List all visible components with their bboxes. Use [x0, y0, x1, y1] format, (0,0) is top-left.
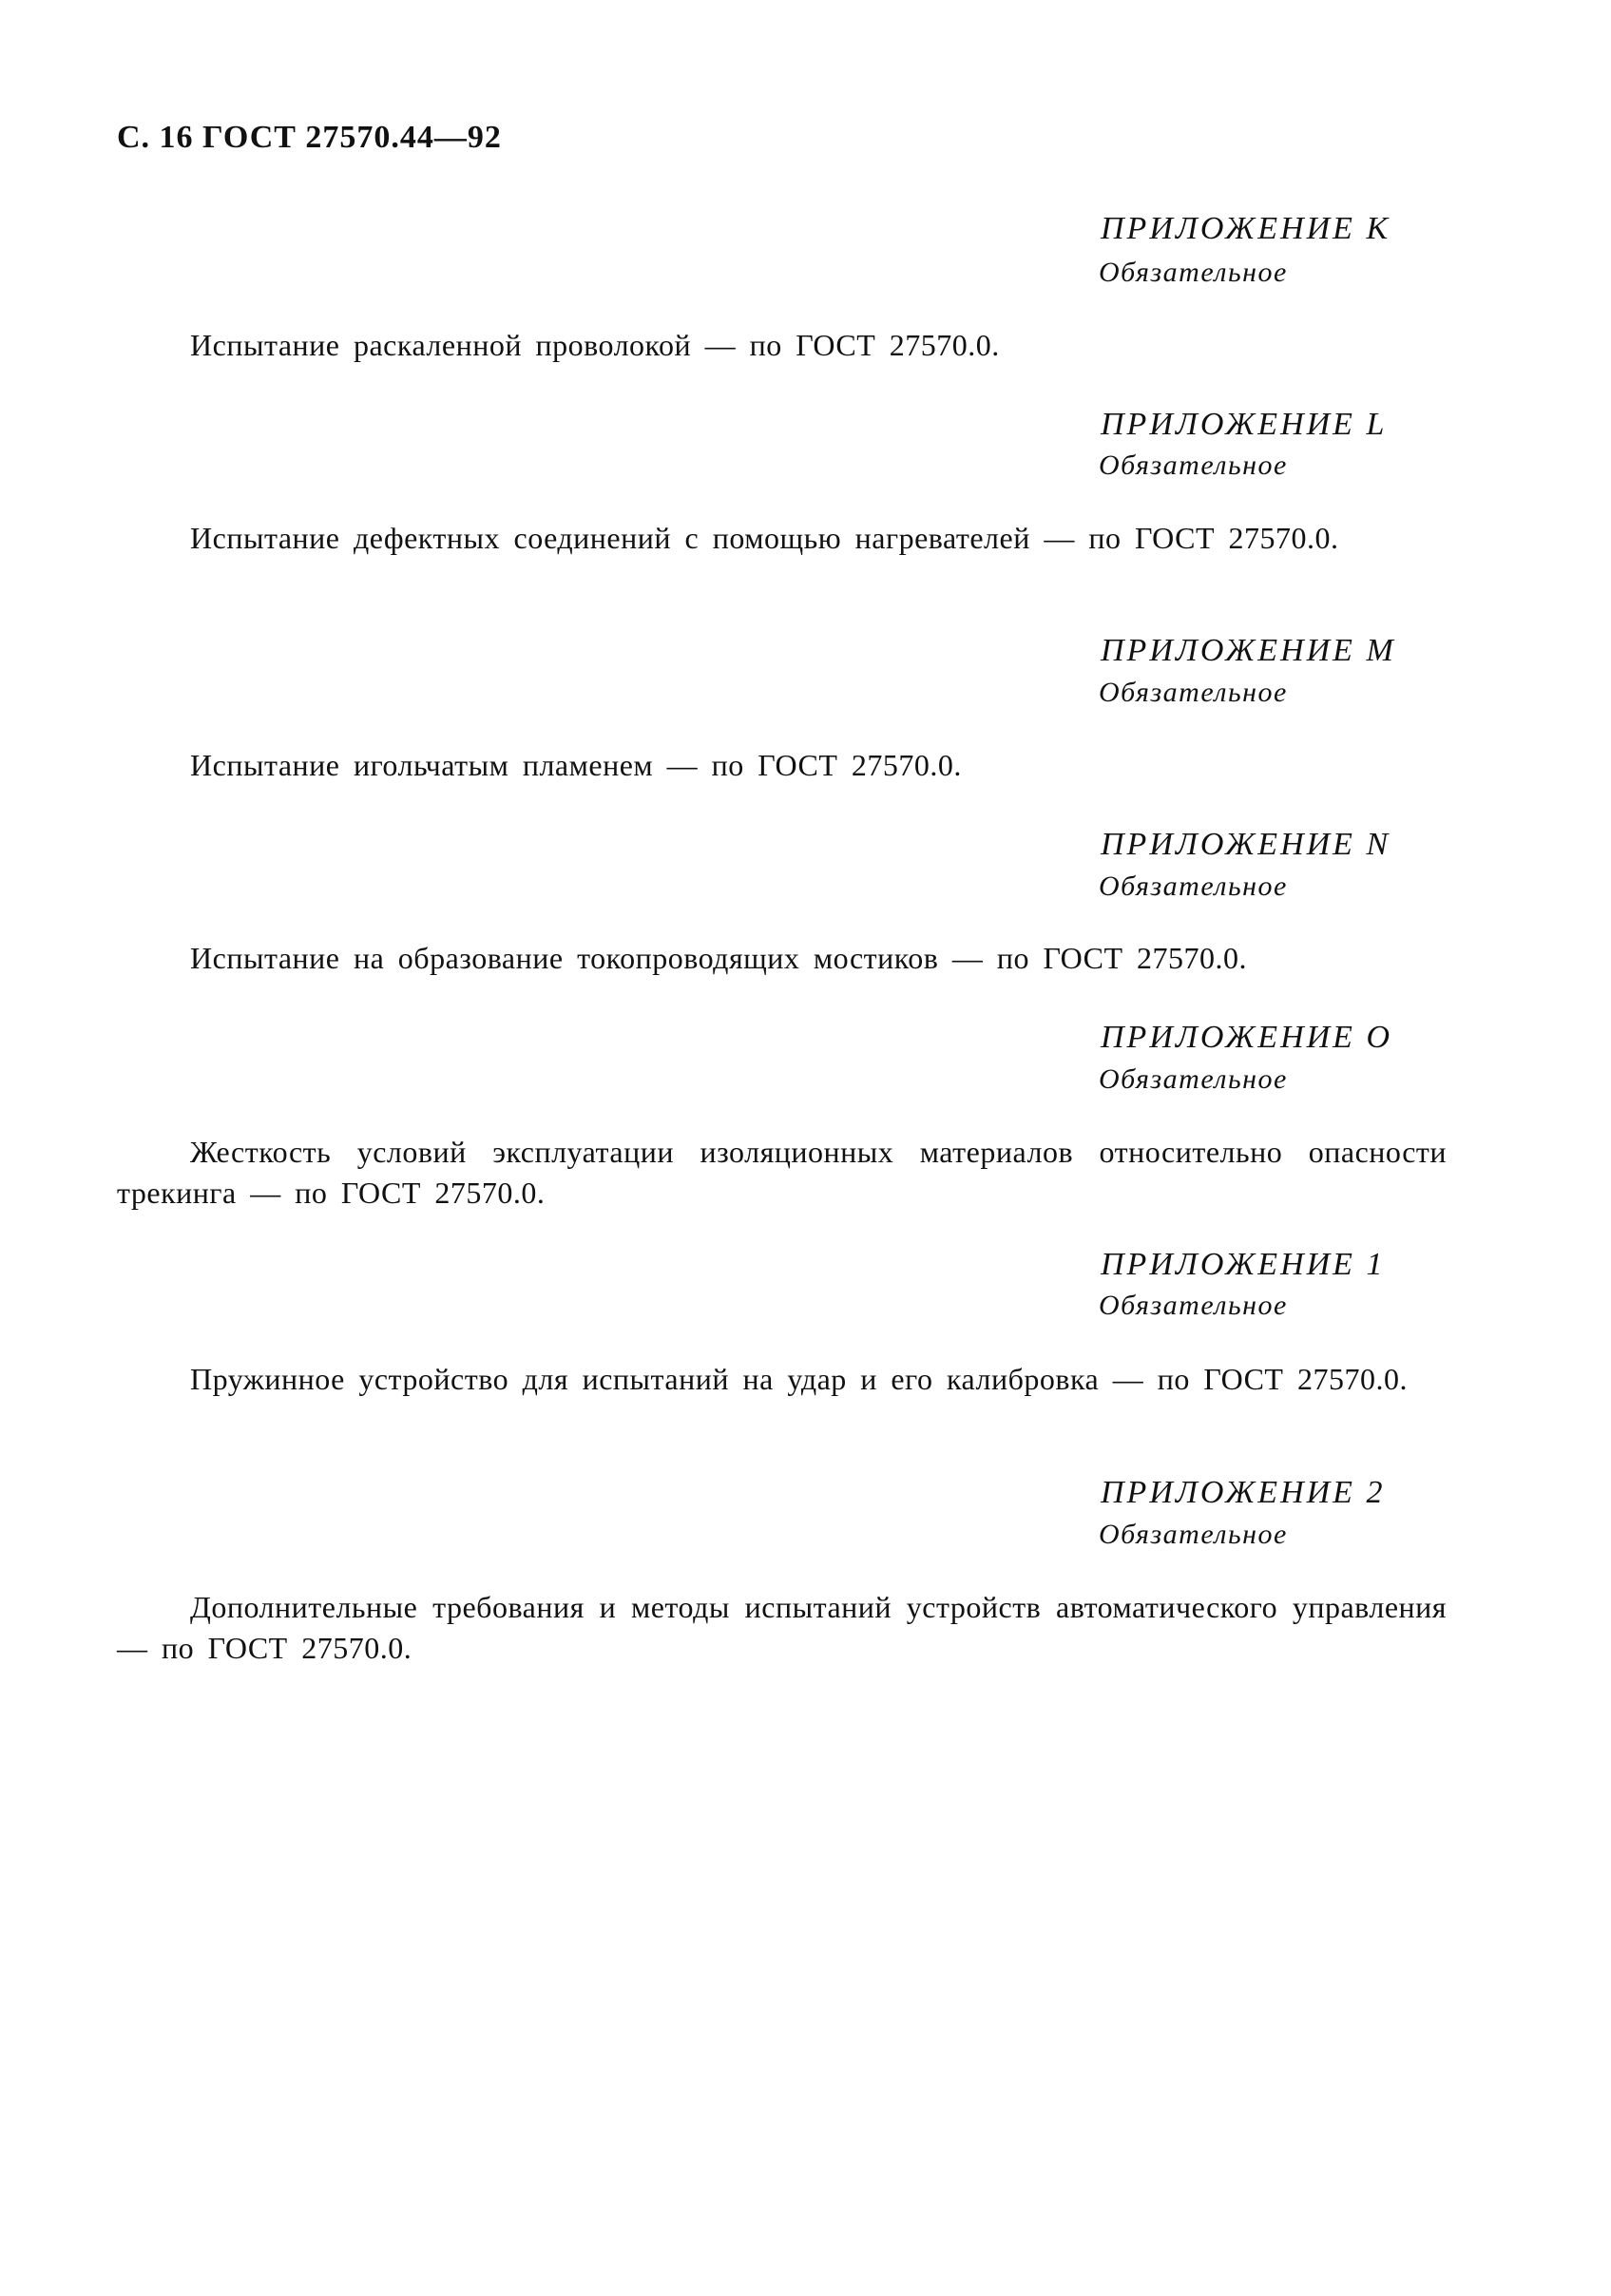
- appendix-n-text: Испытание на образование токопроводящих мостиков — по ГОСТ 27570.0.: [190, 941, 1248, 975]
- appendix-n-title: ПРИЛОЖЕНИЕ N: [1101, 827, 1391, 862]
- appendix-m-title: ПРИЛОЖЕНИЕ M: [1101, 633, 1396, 668]
- appendix-l-title: ПРИЛОЖЕНИЕ L: [1101, 407, 1388, 442]
- appendix-2-text: Дополнительные требования и методы испытаний устройств автоматического управления — по ГОСТ 27570.0.: [117, 1590, 1447, 1665]
- appendix-l-subtitle: Обязательное: [1099, 450, 1288, 481]
- appendix-1-title: ПРИЛОЖЕНИЕ 1: [1101, 1247, 1386, 1282]
- appendix-m-text: Испытание игольчатым пламенем — по ГОСТ 27570.0.: [190, 748, 962, 782]
- appendix-l-text: Испытание дефектных соединений с помощью нагревателей — по ГОСТ 27570.0.: [190, 521, 1339, 555]
- appendix-1-subtitle: Обязательное: [1099, 1290, 1288, 1321]
- appendix-o-subtitle: Обязательное: [1099, 1063, 1288, 1095]
- appendix-o-title: ПРИЛОЖЕНИЕ O: [1101, 1020, 1393, 1055]
- appendix-k-text: Испытание раскаленной проволокой — по ГОСТ 27570.0.: [190, 328, 1000, 362]
- appendix-k-subtitle: Обязательное: [1099, 257, 1288, 288]
- appendix-2-subtitle: Обязательное: [1099, 1519, 1288, 1550]
- appendix-n-subtitle: Обязательное: [1099, 871, 1288, 902]
- appendix-2-title: ПРИЛОЖЕНИЕ 2: [1101, 1475, 1386, 1510]
- page-header: С. 16 ГОСТ 27570.44—92: [117, 120, 502, 155]
- appendix-1-text: Пружинное устройство для испытаний на удар и его калибровка — по ГОСТ 27570.0.: [190, 1362, 1408, 1396]
- appendix-k-title: ПРИЛОЖЕНИЕ K: [1101, 211, 1391, 246]
- appendix-m-subtitle: Обязательное: [1099, 677, 1288, 708]
- appendix-o-text: Жесткость условий эксплуатации изоляционных материалов относительно опасности трекинга — по ГОСТ 27570.0.: [117, 1135, 1447, 1210]
